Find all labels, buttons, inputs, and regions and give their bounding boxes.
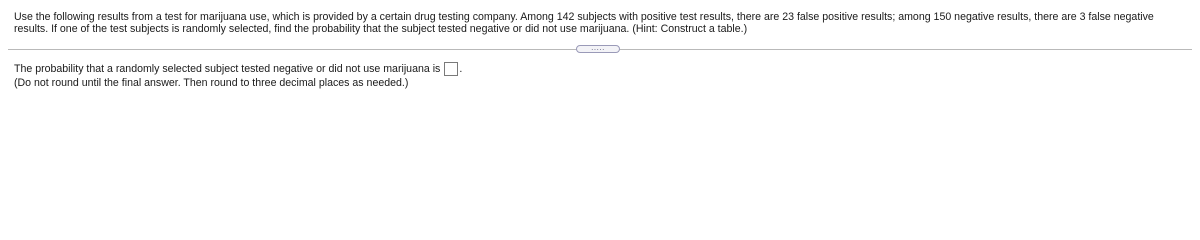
answer-input[interactable] — [444, 62, 458, 76]
section-divider — [8, 45, 1192, 55]
expand-button[interactable] — [576, 45, 620, 53]
answer-line — [14, 62, 462, 76]
answer-period: . — [459, 63, 463, 75]
answer-prompt: The probability that a randomly selected subject tested negative or did not use marijuana is — [14, 63, 441, 75]
rounding-note: (Do not round until the final answer. Then round to three decimal places as needed.) — [14, 77, 409, 89]
question-text: Use the following results from a test for marijuana use, which is provided by a certain drug testing company. Among 142 subjects with positive test results, there are 23 false positive results; among 150 negative results, there are 3 false negative results. If one of the test subjects is randomly selected, find the probability that the subject tested negative or did not use marijuana. (Hint: Construct a table.) — [14, 11, 1154, 35]
ellipsis-icon: ..... — [591, 44, 605, 52]
